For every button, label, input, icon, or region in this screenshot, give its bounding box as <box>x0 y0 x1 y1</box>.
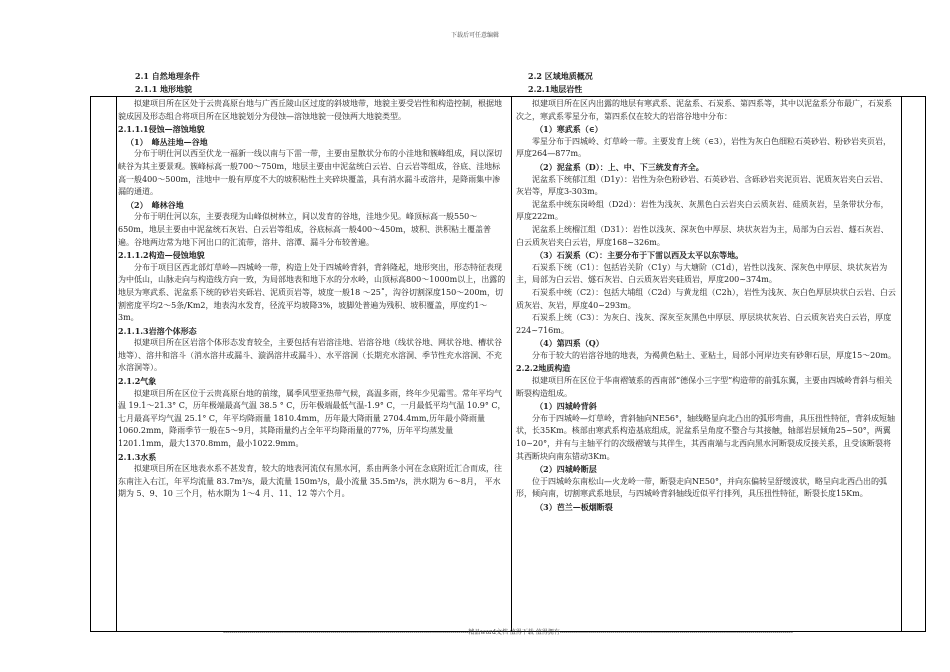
left-paragraph: 2.1.1.1侵蚀—溶蚀地貌 <box>118 124 205 135</box>
left-paragraph: 2.1.1.2构造—侵蚀地貌 <box>118 250 205 261</box>
top-note: 下载后可任意编辑 <box>450 32 499 39</box>
right-paragraph: 泥盆系上统榴江组（D31）：岩性以浅灰、深灰色中厚层、块状灰岩为主，局部为白云岩、燧石灰岩、白云质灰岩夹白云岩，厚度168~326m。 <box>516 224 889 247</box>
left-paragraph: 2.1.1.3岩溶个体形态 <box>118 325 197 336</box>
left-paragraph: 拟建项目所在区地表水系不甚发育，较大的地表河流仅有黑水河，系由两条小河在念底附近汇合而成，往东南注入右江，年平均流量 83.7m³/s，最大流量 150m³/s，最小流量 35.5m³/s，洪水期为 6～8月， 平水期为 5、9、10 三个月，枯水期为 1～4 月、11、12 等六个月。 <box>118 464 502 499</box>
left-section-title: 2.1 自然地理条件 <box>135 71 200 81</box>
left-paragraph: 2.1.3水系 <box>118 451 157 462</box>
right-paragraph: 泥盆系中统东岗岭组（D2d）：岩性为浅灰、灰黑色白云岩夹白云质灰岩、硅质灰岩，呈条带状分布，厚度222m。 <box>516 199 889 222</box>
left-paragraph: 拟建项目所在区位于云贵高原台地的前缘，属季风型亚热带气候，高温多雨，终年少见霜雪。常年平均气温 19.1～21.3° C，历年极端最高气温 38.5 ° C，历年极端最低气温-1.9° C，一月最低平均气温 10.9° C，七月最高平均气温 25.1° C，年平均降雨量 1810.4mm，历年最大降雨量 2704.4mm,历年最小降雨量 1060.2mm，降雨季节一般在5～9月，其降雨量约占全年平均降雨量的77%，历年平均蒸发量 1201.1mm，最大1370.8mm，最小1022.9mm。 <box>118 388 506 449</box>
right-paragraph: （2）泥盆系（D）：上、中、下三统发育齐全。 <box>535 161 704 172</box>
right-paragraph: （2）四城岭断层 <box>535 464 597 475</box>
left-paragraph: 分布于明仕河以西至伏龙一福新一线以南与下雷一带，主要由星散状分布的小洼地和簇峰组成，间以深切峡谷为其主要景观。簇峰标高一般700～750m，地层主要由中泥盆统白云岩、白云岩等组成，谷底、洼地标高一般400～500m，洼地中一般有厚度不大的坡积粘性土夹碎块覆盖，具有消水漏斗或溶井，是降雨集中渗漏的通道。 <box>118 149 502 197</box>
right-paragraph: 泥盆系下统郁江组（D1y）：岩性为杂色粉砂岩、石英砂岩、含砾砂岩夹泥页岩、泥质灰岩夹白云岩、灰岩等，厚度3-303m。 <box>516 174 889 197</box>
left-paragraph: 拟建项目所在区处于云贵高原台地与广西丘陵山区过度的斜坡地带，地貌主要受岩性和构造控制，根据地貌成因及形态组合将项目所在区地貌划分为侵蚀—溶蚀地貌一侵蚀两大地貌类型。 <box>118 99 502 121</box>
left-paragraph: 2.1.2气象 <box>118 376 157 387</box>
right-paragraph: 零星分布于四城岭、灯草岭一带。主要发育上统（∈3），岩性为灰白色细粒石英砂岩、粉砂岩夹页岩，厚度264—877m。 <box>516 136 892 159</box>
right-paragraph: （1）四城岭背斜 <box>535 401 597 412</box>
right-subsection-title: 2.2.1地层岩性 <box>528 84 583 94</box>
right-paragraph: 2.2.2地质构造 <box>516 363 571 374</box>
right-section-title: 2.2 区域地质概况 <box>528 71 593 81</box>
right-column <box>516 98 896 620</box>
left-paragraph: 分布于明仕河以东，主要表现为山峰似树林立，间以发育的谷地，洼地少见。峰顶标高一般550～650m，地层主要由中泥盆统石灰岩、白云岩等组成，谷底标高一般400～450m，坡积、洪积粘土覆盖普遍。谷地两边常为地下河出口的汇流带，溶井、溶潭、漏斗分布较普遍。 <box>118 212 491 247</box>
right-paragraph: （1）寒武系（∈） <box>535 124 603 135</box>
right-paragraph: （3）石炭系（C）：主要分布于下雷以西及太平以东等地。 <box>535 250 744 261</box>
right-margin-line <box>901 96 902 632</box>
left-paragraph: （1） 峰丛洼地—谷地 <box>126 136 208 147</box>
left-paragraph: 拟建项目所在区岩溶个体形态发育较全，主要包括有岩溶洼地、岩溶谷地（线状谷地、网状谷地、槽状谷地等）、溶井和溶斗（消水溶井或漏斗、漩涡溶井或漏斗）、水平溶洞（长期充水溶洞、季节性充水溶洞、不充水溶洞等）。 <box>118 338 502 373</box>
left-paragraph: 分布于项目区西北部灯草岭—四城岭一带，构造上处于四城岭背斜，背斜隆起，地形突出，形态特征表现为中低山，山脉走向与构造线方向一致，为局部地表和地下水的分水岭，山顶标高800～1000m以上，出露的地层为寒武系、泥盆系下统的砂岩夹砾岩、泥质页岩等，坡度一般18 ～25˚，沟谷切割深度150～200m，切割密度平均2～5条/Km2，地表沟水发育，径流平均坡降3%，坡脚处普遍为残积、坡积覆盖，厚度约1～3m。 <box>118 262 506 323</box>
left-margin-line <box>116 96 117 632</box>
right-paragraph: 拟建项目所在区内出露的地层有寒武系、泥盆系、石炭系、第四系等，其中以泥盆系分布最广，石炭系次之，寒武系零星分布，第四系仅在较大的岩溶谷地中分布： <box>516 99 892 121</box>
right-paragraph: 分布于较大的岩溶谷地的地表，为褐黄色粘土、亚粘土，局部小河岸边夹有砂卵石层，厚度15～20m。 <box>532 350 896 360</box>
right-paragraph: 拟建项目所在区位于华南褶皱系的西南部“德保小三字型”构造带的前弧东翼，主要由四城岭背斜与相关断裂构造组成。 <box>516 376 893 398</box>
column-divider <box>511 96 512 632</box>
left-paragraph: （2） 峰林谷地 <box>126 199 184 210</box>
right-paragraph: 石炭系上统（C3）：为灰白、浅灰、深灰至灰黑色中厚层、厚层块状灰岩、白云质灰岩夹白云岩，厚度224~716m。 <box>516 313 892 335</box>
right-paragraph: 石炭系中统（C2）：包括大埔组（C2d）与黄龙组（C2h），岩性为浅灰、灰白色厚层块状白云岩、白云质灰岩、灰岩，厚度40~293m。 <box>516 287 896 310</box>
footer-note: -------------------------------------------------------------------------------------------------------------------------精品word文档 值得下载 值得拥有------------------------------------------------------------------------------------------------------------------- <box>223 629 793 636</box>
right-paragraph: （3）芭兰—板烟断裂 <box>535 502 613 512</box>
right-paragraph: 位于四城岭东南松山—火龙岭一带，断裂走向NE50°，并向东偏转呈舒缓波状，略呈向北西凸出的弧形，倾向南，切割寒武系地层，与四城岭背斜轴线近似平行排列，具压扭性特征，断裂长度15Km。 <box>516 476 888 499</box>
left-column <box>118 98 506 620</box>
right-paragraph: （4）第四系（Q） <box>535 338 604 349</box>
left-subsection-title: 2.1.1 地形地貌 <box>135 84 193 94</box>
right-paragraph: 分布于四城岭—灯草岭，背斜轴向NE56°，轴线略显向北凸出的弧形弯曲，具压扭性特征，背斜成短轴状，长35Km。核部由寒武系构造基底组成，泥盆系呈角度不整合与其接触，轴部岩层倾角25~50°，两翼10~20°，并有与主轴平行的次级褶皱与其伴生，其西南端与北西向黑水河断裂成反接关系，且受该断裂将其西断块向南东错动3Km。 <box>516 413 896 461</box>
right-paragraph: 石炭系下统（C1）：包括岩关阶（C1y）与大塘阶（C1d），岩性以浅灰、深灰色中厚层、块状灰岩为主，局部为白云岩、燧石灰岩、白云质灰岩夹硅质岩，厚度200~374m。 <box>516 262 888 285</box>
